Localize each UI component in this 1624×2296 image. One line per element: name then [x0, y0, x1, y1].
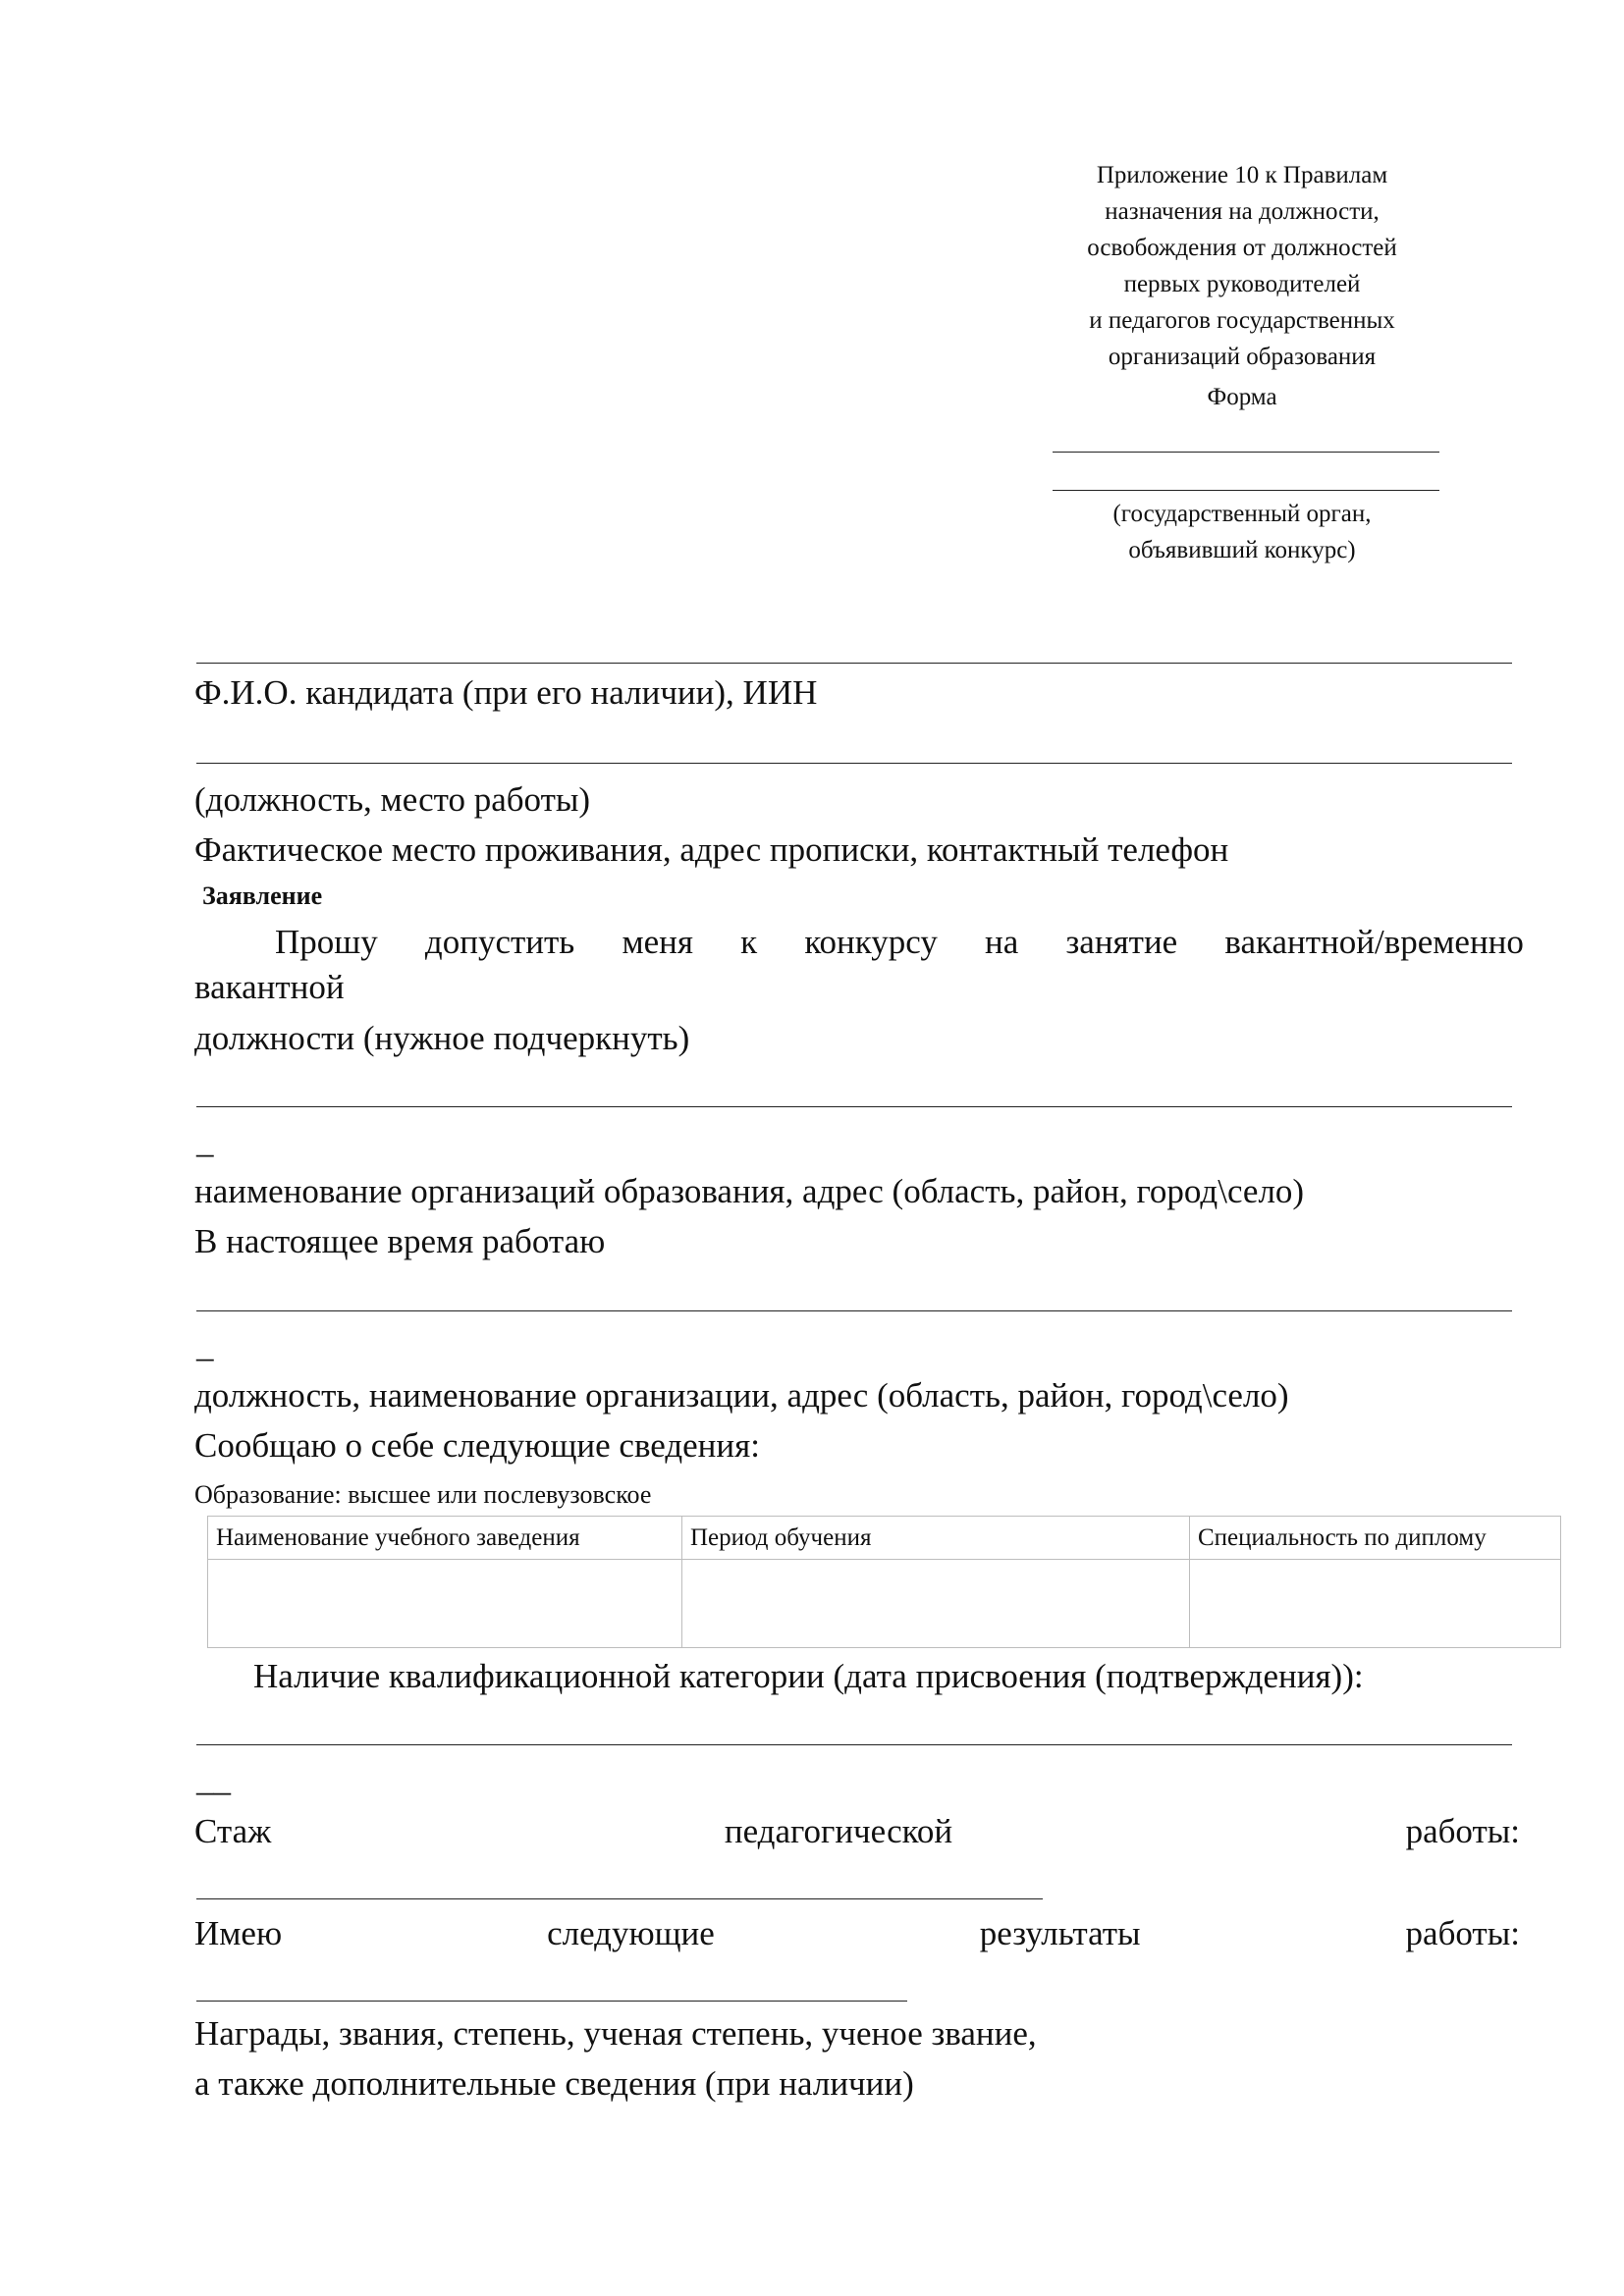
header-line: первых руководителей	[1123, 271, 1361, 297]
awards-caption-line-1: Награды, звания, степень, ученая степень, ученое звание,	[194, 2014, 1037, 2053]
request-line-3: должности (нужное подчеркнуть)	[194, 1019, 690, 1057]
authority-line-1[interactable]	[1053, 452, 1439, 453]
underscore-wrap: _	[196, 1122, 214, 1160]
column-header: Специальность по диплому	[1190, 1517, 1561, 1560]
form-label: Форма	[1207, 384, 1277, 410]
header-line: и педагогов государственных	[1089, 307, 1395, 334]
authority-caption	[992, 496, 1492, 568]
experience-word: педагогической	[724, 1812, 953, 1850]
institution-cell[interactable]	[208, 1560, 682, 1648]
request-word: к	[740, 923, 758, 961]
request-word: конкурсу	[804, 923, 938, 961]
table-row	[208, 1560, 1561, 1648]
request-line-1	[275, 923, 1524, 962]
position-line[interactable]	[196, 763, 1512, 764]
position-caption: (должность, место работы)	[194, 780, 591, 819]
organization-caption: наименование организаций образования, адрес (область, район, город\село)	[194, 1172, 1305, 1210]
period-cell[interactable]	[682, 1560, 1190, 1648]
candidate-name-caption: Ф.И.О. кандидата (при его наличии), ИИН	[194, 673, 818, 712]
column-header: Период обучения	[682, 1517, 1190, 1560]
request-word: на	[985, 923, 1019, 961]
results-word: Имею	[194, 1914, 283, 1952]
qualification-line[interactable]	[196, 1744, 1512, 1745]
position-org-caption: должность, наименование организации, адрес (область, район, город\село)	[194, 1376, 1289, 1415]
education-caption: Образование: высшее или послевузовское	[194, 1480, 652, 1509]
column-header: Наименование учебного заведения	[208, 1517, 682, 1560]
experience-word: работы:	[1405, 1812, 1520, 1850]
info-intro: Сообщаю о себе следующие сведения:	[194, 1426, 760, 1465]
appendix-header	[992, 157, 1492, 415]
request-line-2: вакантной	[194, 968, 345, 1006]
underscore-wrap: __	[196, 1760, 231, 1798]
request-word: вакантной/временно	[1224, 923, 1524, 961]
header-line: освобождения от должностей	[1087, 235, 1397, 261]
current-position-line[interactable]	[196, 1310, 1512, 1311]
residence-caption: Фактическое место проживания, адрес прописки, контактный телефон	[194, 830, 1229, 869]
qualification-caption: Наличие квалификационной категории (дата присвоения (подтверждения)):	[253, 1657, 1364, 1695]
education-table	[207, 1516, 1561, 1648]
header-line: Приложение 10 к Правилам	[1096, 162, 1388, 188]
table-header-row	[208, 1517, 1561, 1560]
candidate-name-line[interactable]	[196, 663, 1512, 664]
authority-line-2[interactable]	[1053, 490, 1439, 491]
authority-caption-line: объявивший конкурс)	[1128, 537, 1356, 563]
results-word: результаты	[979, 1914, 1141, 1952]
organization-line[interactable]	[196, 1106, 1512, 1107]
statement-title: Заявление	[202, 881, 323, 910]
header-line: организаций образования	[1108, 344, 1377, 370]
experience-row	[194, 1812, 1520, 1851]
results-line[interactable]	[196, 2001, 907, 2002]
authority-caption-line: (государственный орган,	[1112, 501, 1372, 527]
results-word: работы:	[1405, 1914, 1520, 1952]
specialty-cell[interactable]	[1190, 1560, 1561, 1648]
request-word: занятие	[1065, 923, 1178, 961]
results-row	[194, 1914, 1520, 1953]
awards-caption-line-2: а также дополнительные сведения (при наличии)	[194, 2064, 914, 2103]
request-word: Прошу	[275, 923, 378, 961]
header-line: назначения на должности,	[1105, 198, 1380, 225]
currently-working-caption: В настоящее время работаю	[194, 1222, 606, 1260]
experience-word: Стаж	[194, 1812, 272, 1850]
request-word: допустить	[424, 923, 575, 961]
underscore-wrap: _	[196, 1326, 214, 1364]
results-word: следующие	[547, 1914, 715, 1952]
request-word: меня	[622, 923, 693, 961]
experience-line[interactable]	[196, 1898, 1043, 1899]
